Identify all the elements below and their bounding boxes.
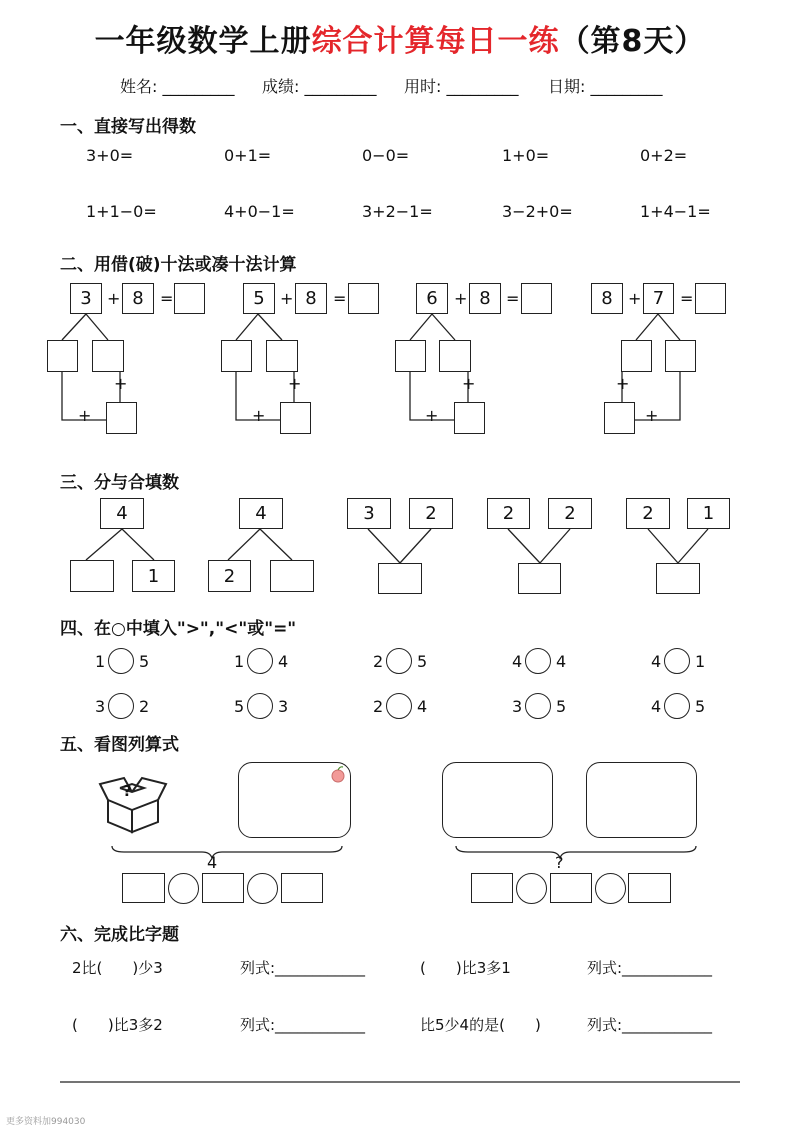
plus-sign: +	[616, 374, 630, 393]
comparison-question: ( )比3多1	[420, 959, 511, 977]
total-label: ?	[555, 853, 564, 872]
formula-line[interactable]: 列式:____________	[587, 1016, 713, 1034]
peach-icon	[332, 767, 344, 782]
merge-part-box: 2	[626, 498, 670, 529]
compare-right: 5	[139, 652, 150, 671]
formula-line[interactable]: 列式:____________	[587, 959, 713, 977]
merge-part-box: 1	[687, 498, 730, 529]
equals-sign: =	[333, 289, 347, 308]
section-4-heading: 四、在○中填入">","<"或"="	[60, 619, 297, 639]
merge-part-box: 3	[347, 498, 391, 529]
addend-box: 3	[70, 283, 102, 314]
section-3-heading: 三、分与合填数	[60, 473, 179, 493]
compare-right: 5	[417, 652, 428, 671]
section-5-heading: 五、看图列算式	[60, 735, 179, 755]
picture-frame	[586, 762, 697, 838]
mystery-box-icon: ?	[123, 782, 132, 800]
compare-right: 4	[417, 697, 428, 716]
operator-circle[interactable]	[247, 873, 278, 904]
plus-sign: +	[252, 406, 266, 425]
time-field[interactable]: 用时: _________	[404, 77, 519, 96]
compare-right: 5	[556, 697, 567, 716]
addend-box: 8	[469, 283, 501, 314]
plus-sign: +	[107, 289, 121, 308]
arith-question: 1+4−1=	[640, 202, 711, 221]
arith-question: 0−0=	[362, 146, 410, 165]
arith-question: 3+0=	[86, 146, 134, 165]
formula-line[interactable]: 列式:____________	[240, 959, 366, 977]
compare-left: 5	[234, 697, 245, 716]
total-label: 4	[207, 853, 218, 872]
equation-number-box[interactable]	[550, 873, 592, 903]
addend-box: 8	[591, 283, 623, 314]
split-top-box: 4	[239, 498, 283, 529]
plus-sign: +	[280, 289, 294, 308]
title-part-1: 一年级数学上册	[94, 24, 312, 59]
plus-sign: +	[454, 289, 468, 308]
compare-left: 2	[373, 652, 384, 671]
compare-right: 5	[695, 697, 706, 716]
compare-right: 4	[556, 652, 567, 671]
formula-line[interactable]: 列式:____________	[240, 1016, 366, 1034]
comparison-question: 2比( )少3	[72, 959, 163, 977]
name-field[interactable]: 姓名: _________	[120, 77, 235, 96]
compare-left: 4	[651, 652, 662, 671]
equation-number-box[interactable]	[202, 873, 244, 903]
footer-watermark: 更多资料加994030	[6, 1117, 86, 1127]
compare-left: 1	[95, 652, 106, 671]
merge-part-box: 2	[548, 498, 592, 529]
section-6-heading: 六、完成比字题	[60, 925, 179, 945]
title-highlight: 综合计算每日一练	[311, 24, 560, 59]
addend-box: 8	[295, 283, 327, 314]
merge-part-box: 2	[409, 498, 453, 529]
comparison-question: 比5少4的是( )	[420, 1016, 541, 1034]
operator-circle[interactable]	[595, 873, 626, 904]
equals-sign: =	[506, 289, 520, 308]
equals-sign: =	[160, 289, 174, 308]
split-part-box: 2	[208, 560, 251, 592]
equation-number-box[interactable]	[471, 873, 513, 903]
plus-sign: +	[425, 406, 439, 425]
date-field[interactable]: 日期: _________	[548, 77, 663, 96]
plus-sign: +	[462, 374, 476, 393]
equals-sign: =	[680, 289, 694, 308]
equation-number-box[interactable]	[628, 873, 671, 903]
arith-question: 0+1=	[224, 146, 272, 165]
arith-question: 3−2+0=	[502, 202, 573, 221]
arith-question: 1+1−0=	[86, 202, 157, 221]
arith-question: 4+0−1=	[224, 202, 295, 221]
score-field[interactable]: 成绩: _________	[262, 77, 377, 96]
split-part-box: 1	[132, 560, 175, 592]
split-top-box: 4	[100, 498, 144, 529]
plus-sign: +	[288, 374, 302, 393]
operator-circle[interactable]	[168, 873, 199, 904]
plus-sign: +	[114, 374, 128, 393]
compare-left: 1	[234, 652, 245, 671]
operator-circle[interactable]	[516, 873, 547, 904]
compare-left: 3	[512, 697, 523, 716]
picture-frame	[442, 762, 553, 838]
addend-box: 5	[243, 283, 275, 314]
equation-number-box[interactable]	[122, 873, 165, 903]
compare-right: 2	[139, 697, 150, 716]
plus-sign: +	[628, 289, 642, 308]
plus-sign: +	[645, 406, 659, 425]
compare-right: 4	[278, 652, 289, 671]
equation-number-box[interactable]	[281, 873, 323, 903]
addend-box: 8	[122, 283, 154, 314]
compare-right: 3	[278, 697, 289, 716]
section-2-heading: 二、用借(破)十法或凑十法计算	[60, 255, 297, 275]
compare-right: 1	[695, 652, 706, 671]
merge-part-box: 2	[487, 498, 530, 529]
section-1-heading: 一、直接写出得数	[60, 117, 196, 137]
title-day: （第8天）	[559, 24, 706, 59]
plus-sign: +	[78, 406, 92, 425]
compare-left: 2	[373, 697, 384, 716]
addend-box: 6	[416, 283, 448, 314]
arith-question: 1+0=	[502, 146, 550, 165]
compare-left: 4	[651, 697, 662, 716]
comparison-question: ( )比3多2	[72, 1016, 163, 1034]
arith-question: 3+2−1=	[362, 202, 433, 221]
compare-left: 4	[512, 652, 523, 671]
arith-question: 0+2=	[640, 146, 688, 165]
compare-left: 3	[95, 697, 106, 716]
addend-box: 7	[643, 283, 674, 314]
